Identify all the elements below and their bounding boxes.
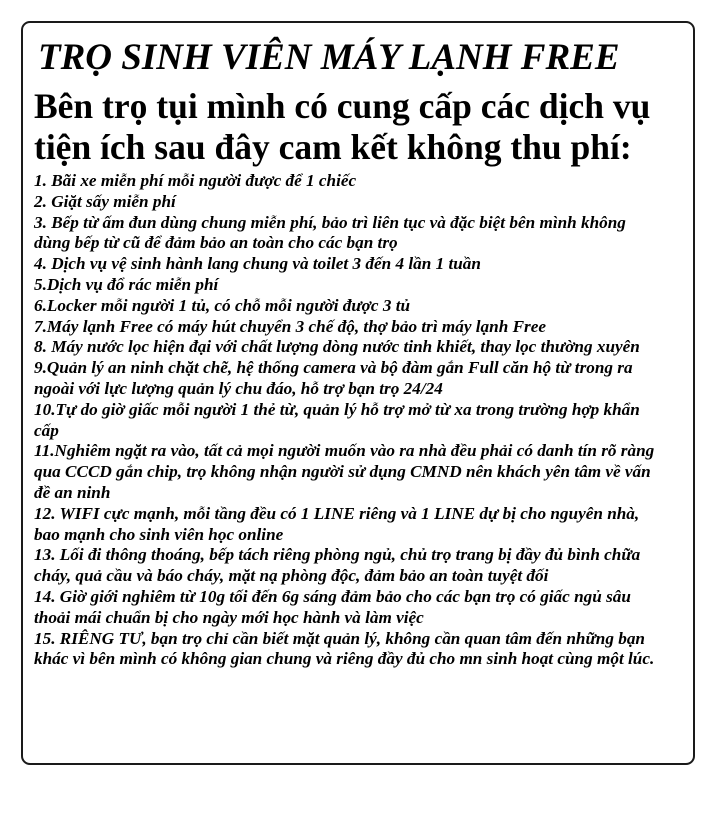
list-item: 10.Tự do giờ giấc mỗi người 1 thẻ từ, quản lý hỗ trợ mở từ xa trong trường hợp khẩn cấp <box>34 399 640 440</box>
list-item: 3. Bếp từ ấm đun dùng chung miễn phí, bảo trì liên tục và đặc biệt bên mình không dùng bếp từ cũ để đảm bảo an toàn cho các bạn trọ <box>34 212 626 253</box>
list-item: 7.Máy lạnh Free có máy hút chuyển 3 chế độ, thợ bảo trì máy lạnh Free <box>34 316 546 336</box>
intro-line: tiện ích sau đây cam kết không thu phí: <box>34 127 632 167</box>
intro-heading <box>34 86 674 168</box>
list-item: 12. WIFI cực mạnh, mỗi tầng đều có 1 LINE riêng và 1 LINE dự bị cho nguyên nhà, bao mạnh cho sinh viên học online <box>34 503 640 544</box>
list-item: 11.Nghiêm ngặt ra vào, tất cả mọi người muốn vào ra nhà đều phải có danh tín rõ ràng qua CCCD gắn chip, trọ không nhận người sử dụng CMND nên khách yên tâm về vấn đề an ninh <box>34 441 655 502</box>
list-item: 5.Dịch vụ đổ rác miễn phí <box>34 274 219 294</box>
list-item: 4. Dịch vụ vệ sinh hành lang chung và toilet 3 đến 4 lần 1 tuần <box>34 254 481 274</box>
list-item: 9.Quản lý an ninh chặt chẽ, hệ thống camera và bộ đàm gắn Full căn hộ từ trong ra ngoài với lực lượng quản lý chu đáo, hỗ trợ bạn trọ 24/24 <box>34 358 633 398</box>
list-item: 2. Giặt sấy miễn phí <box>34 191 176 211</box>
intro-line: Bên trọ tụi mình có cung cấp các dịch vụ <box>34 86 651 126</box>
amenities-list <box>34 171 664 670</box>
list-item: 13. Lối đi thông thoáng, bếp tách riêng phòng ngủ, chủ trọ trang bị đầy đủ bình chữa cháy, quả cầu và báo cháy, mặt nạ phòng độc, đảm bảo an toàn tuyệt đối <box>34 545 641 586</box>
list-item: 14. Giờ giới nghiêm từ 10g tối đến 6g sáng đảm bảo cho các bạn trọ có giấc ngủ sâu thoải mái chuẩn bị cho ngày mới học hành và làm việc <box>34 586 631 627</box>
list-item: 8. Máy nước lọc hiện đại với chất lượng dòng nước tinh khiết, thay lọc thường xuyên <box>34 337 640 357</box>
list-item: 1. Bãi xe miễn phí mỗi người được để 1 chiếc <box>34 171 357 190</box>
list-item: 6.Locker mỗi người 1 tủ, có chỗ mỗi người được 3 tủ <box>34 295 411 315</box>
list-item: 15. RIÊNG TƯ, bạn trọ chỉ cần biết mặt quản lý, không cần quan tâm đến những bạn khác vì bên mình có không gian chung và riêng đầy đủ cho mn sinh hoạt cùng một lúc. <box>34 628 655 669</box>
document-title: TRỌ SINH VIÊN MÁY LẠNH FREE <box>38 37 620 78</box>
